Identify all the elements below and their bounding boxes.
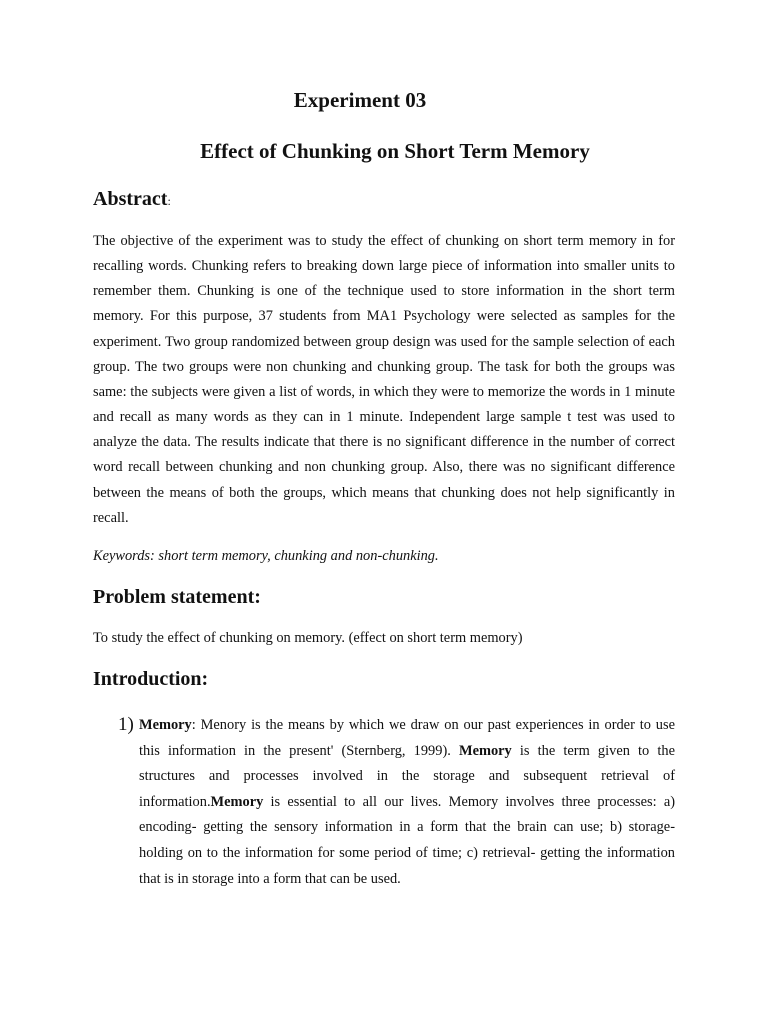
abstract-heading-colon: : [167, 194, 171, 208]
introduction-heading: Introduction: [93, 668, 209, 690]
memory-text-3: is essential to all our lives. Memory involves three processes: a) encoding- getting the sensory information in a form that the brain can use; b) storage-holding on to the information for some period of time; c) retrieval- getting the information that is in storage into a form that can be used. [139, 793, 675, 887]
abstract-heading-label: Abstract [93, 188, 168, 210]
abstract-heading [93, 186, 171, 214]
memory-text-1: : Menory is the means by which we draw on our past experiences in order to use this information in the present' (Sternberg, 1999). [139, 717, 675, 759]
memory-text-2: is the term given to the structures and processes involved in the storage and subsequent retrieval of information. [139, 742, 675, 810]
list-item-memory [139, 713, 675, 892]
keywords-line: Keywords: short term memory, chunking and non-chunking. [93, 548, 439, 564]
memory-term-2: Memory [459, 742, 512, 759]
memory-term-1: Memory [139, 717, 192, 733]
memory-term-3: Memory [210, 793, 264, 810]
experiment-title: Experiment 03 [293, 88, 427, 112]
problem-statement-text: To study the effect of chunking on memory. (effect on short term memory) [93, 630, 523, 646]
problem-statement-heading: Problem statement: [93, 586, 261, 608]
abstract-paragraph: The objective of the experiment was to study the effect of chunking on short term memory in for recalling words. Chunking refers to breaking down large piece of information into smaller units to remember them. Chunking is one of the technique used to store information in the short term memory. For this purpose, 37 students from MA1 Psychology were selected as samples for the experiment. Two group randomized between group design was used for the sample selection of each group. The two groups were non chunking and chunking group. The task for both the groups was same: the subjects were given a list of words, in which they were to memorize the words in 1 minute and recall as many words as they can in 1 minute. Independent large sample t test was used to analyze the data. The results indicate that there is no significant difference in the number of correct word recall between chunking and non chunking group. Also, there was no significant difference between the means of both the groups, which means that chunking does not help significantly in recall. [93, 233, 675, 526]
list-item-number: 1) [118, 714, 134, 735]
document-title: Effect of Chunking on Short Term Memory [200, 139, 590, 163]
